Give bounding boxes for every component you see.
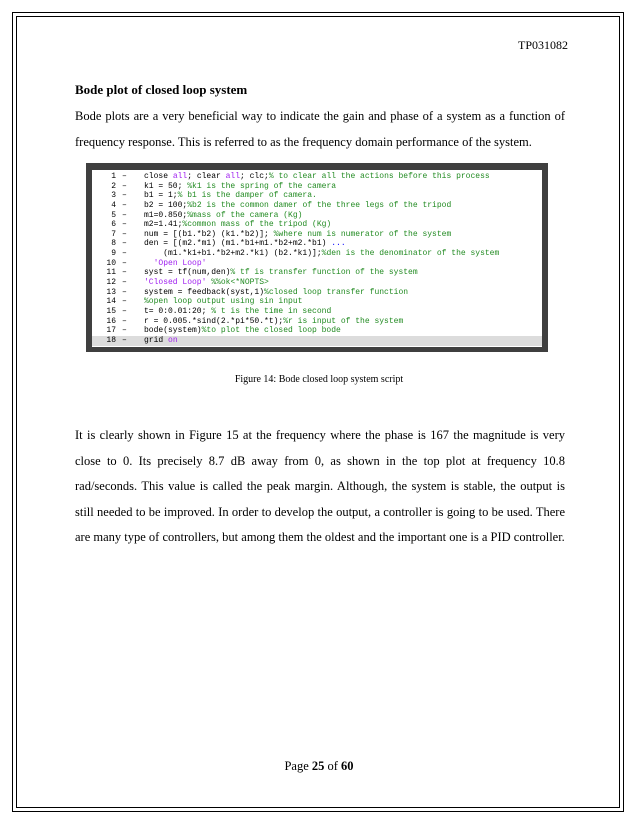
- line-number: 18: [106, 335, 116, 345]
- code-token: m1=0.850;: [144, 210, 188, 220]
- line-number: 12: [106, 278, 116, 288]
- code-token: %b2 is the common damer of the three legs of the tripod: [187, 200, 452, 210]
- code-line: [92, 259, 542, 269]
- code-line: [92, 278, 542, 288]
- line-marker: –: [122, 229, 127, 239]
- code-line: [92, 326, 542, 336]
- code-text: [144, 182, 542, 192]
- code-text: [144, 259, 542, 269]
- code-text: [144, 278, 542, 288]
- code-token: %open loop output using sin input: [144, 297, 303, 307]
- code-editor: [92, 170, 542, 347]
- code-text: [144, 326, 542, 336]
- code-token: 'Open Loop': [153, 258, 207, 268]
- page-label: Page: [284, 759, 309, 773]
- code-token: close: [144, 172, 173, 181]
- code-token: ; clc;: [240, 172, 269, 181]
- total-pages: 60: [341, 759, 354, 773]
- line-number: 6: [111, 220, 116, 230]
- code-token: % to clear all the actions before this process: [268, 172, 490, 181]
- code-text: [144, 317, 542, 327]
- line-marker: –: [122, 306, 127, 316]
- code-text: [144, 220, 542, 230]
- code-token: %r is input of the system: [283, 316, 404, 326]
- code-token: on: [168, 335, 178, 345]
- code-line: [92, 182, 542, 192]
- line-number: 8: [111, 239, 116, 249]
- code-token: %closed loop transfer function: [264, 287, 409, 297]
- line-number: 11: [106, 268, 116, 278]
- line-marker: –: [122, 181, 127, 191]
- page-footer: [0, 759, 638, 774]
- of-label: of: [327, 759, 338, 773]
- code-token: b2 = 100;: [144, 200, 188, 210]
- line-number: 13: [106, 287, 116, 297]
- line-marker: –: [122, 249, 127, 259]
- line-marker: –: [122, 239, 127, 249]
- code-text: [144, 307, 542, 317]
- line-marker: –: [122, 191, 127, 201]
- code-token: %mass of the camera (Kg): [187, 210, 303, 220]
- code-token: %den is the denominator of the system: [321, 249, 500, 259]
- code-line: [92, 317, 542, 327]
- line-marker: –: [122, 200, 127, 210]
- line-marker: –: [122, 297, 127, 307]
- line-number: 2: [111, 181, 116, 191]
- line-marker: –: [122, 268, 127, 278]
- line-marker: –: [122, 335, 127, 345]
- code-line: [92, 239, 542, 249]
- code-token: [144, 259, 154, 268]
- line-marker: –: [122, 316, 127, 326]
- page-number: 25: [311, 759, 325, 773]
- line-marker: –: [122, 210, 127, 220]
- code-token: grid: [144, 335, 169, 345]
- code-text: [144, 297, 542, 307]
- intro-paragraph: Bode plots are a very beneficial way to indicate the gain and phase of a system as a function of frequency response. This is referred to as the frequency domain performance of the system.: [75, 109, 565, 149]
- code-text: [144, 239, 542, 249]
- code-line: [92, 191, 542, 201]
- code-token: % t is the time in second: [211, 306, 332, 316]
- code-token: t= 0:0.01:20;: [144, 306, 212, 316]
- code-text: [144, 211, 542, 221]
- line-number: 17: [106, 326, 116, 336]
- code-text: [144, 288, 542, 298]
- line-number: 10: [106, 258, 116, 268]
- code-line: [92, 288, 542, 298]
- code-text: [144, 268, 542, 278]
- line-marker: –: [122, 287, 127, 297]
- code-token: den = [(m2.*m1) (m1.*b1+m1.*b2+m2.*b1): [144, 239, 332, 249]
- code-line: [92, 211, 542, 221]
- code-line: [92, 220, 542, 230]
- code-line: [92, 297, 542, 307]
- code-token: %to plot the closed loop bode: [201, 326, 341, 336]
- code-token: % tf is transfer function of the system: [230, 268, 418, 278]
- code-token: num = [(b1.*b2) (k1.*b2)];: [144, 229, 274, 239]
- code-text: [144, 336, 542, 346]
- code-token: all: [225, 172, 241, 181]
- line-number: 16: [106, 316, 116, 326]
- code-token: %common mass of the tripod (Kg): [182, 220, 332, 230]
- line-number: 1: [111, 172, 116, 181]
- code-text: [144, 201, 542, 211]
- code-token: m2=1.41;: [144, 220, 183, 230]
- line-number: 4: [111, 200, 116, 210]
- code-line: [92, 249, 542, 259]
- line-marker: –: [122, 172, 127, 181]
- code-token: ; clear: [187, 172, 226, 181]
- code-token: k1 = 50;: [144, 181, 188, 191]
- code-line: [92, 230, 542, 240]
- code-line: [92, 201, 542, 211]
- code-token: 'Closed Loop': [144, 278, 207, 288]
- analysis-paragraph: It is clearly shown in Figure 15 at the frequency where the phase is 167 the magnitude is very close to 0. Its precisely 8.7 dB away from 0, as shown in the top plot at frequency 10.8 rad/seconds. This value is called the peak margin. Although, the system is stable, the output is still needed to be improved. In order to develop the output, a controller is going to be used. There are many type of controllers, but among them the oldest and the important one is a PID controller.: [75, 428, 565, 544]
- code-token: % b1 is the damper of camera.: [177, 191, 317, 201]
- code-line: [92, 268, 542, 278]
- code-token: bode(system): [144, 326, 202, 336]
- code-token: ...: [331, 239, 346, 249]
- document-id: TP031082: [517, 38, 568, 52]
- line-number: 15: [106, 306, 116, 316]
- code-token: (m1.*k1+b1.*b2+m2.*k1) (b2.*k1)];: [144, 249, 322, 259]
- code-line: [92, 336, 542, 346]
- code-line: [92, 172, 542, 182]
- line-number: 14: [106, 297, 116, 307]
- line-number: 3: [111, 191, 116, 201]
- line-number: 9: [111, 249, 116, 259]
- code-token: all: [172, 172, 188, 181]
- line-number: 5: [111, 210, 116, 220]
- line-marker: –: [122, 326, 127, 336]
- section-heading: Bode plot of closed loop system: [75, 82, 248, 97]
- code-line: [92, 307, 542, 317]
- figure-caption: Figure 14: Bode closed loop system script: [234, 374, 404, 385]
- code-text: [144, 172, 542, 182]
- code-text: [144, 230, 542, 240]
- code-text: [144, 191, 542, 201]
- line-marker: –: [122, 220, 127, 230]
- code-token: system = feedback(syst,1): [144, 287, 265, 297]
- code-token: b1 = 1;: [144, 191, 178, 201]
- code-token: %%ok<*NOPTS>: [211, 278, 269, 288]
- line-number: 7: [111, 229, 116, 239]
- line-marker: –: [122, 278, 127, 288]
- code-token: syst = tf(num,den): [144, 268, 231, 278]
- code-token: %k1 is the spring of the camera: [187, 181, 337, 191]
- code-screenshot: [86, 163, 548, 352]
- code-token: %where num is numerator of the system: [273, 229, 452, 239]
- code-text: [144, 249, 542, 259]
- line-marker: –: [122, 258, 127, 268]
- code-token: r = 0.005.*sind(2.*pi*50.*t);: [144, 316, 284, 326]
